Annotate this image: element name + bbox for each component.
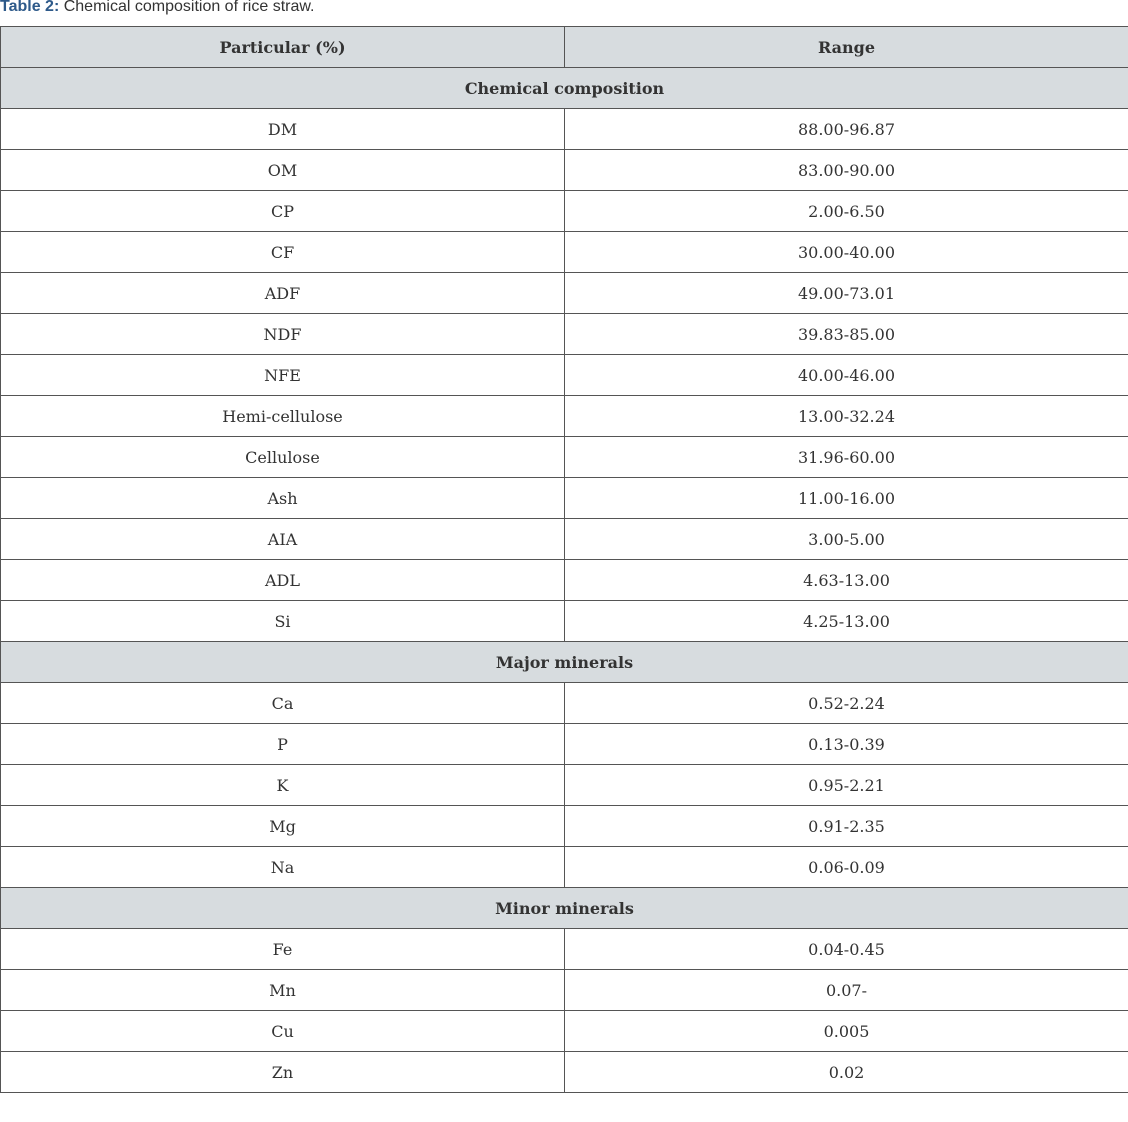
column-header-particular: Particular (%) xyxy=(1,27,565,68)
particular-cell: AIA xyxy=(1,519,565,560)
range-cell: 49.00-73.01 xyxy=(565,273,1128,314)
particular-cell: ADF xyxy=(1,273,565,314)
range-cell: 11.00-16.00 xyxy=(565,478,1128,519)
range-cell: 88.00-96.87 xyxy=(565,109,1128,150)
particular-cell: NFE xyxy=(1,355,565,396)
particular-cell: Hemi-cellulose xyxy=(1,396,565,437)
particular-cell: Mn xyxy=(1,970,565,1011)
header-row xyxy=(1,27,1128,68)
range-cell: 4.63-13.00 xyxy=(565,560,1128,601)
section-title: Chemical composition xyxy=(1,68,1128,109)
table-row xyxy=(1,191,1128,232)
table-row xyxy=(1,970,1128,1011)
composition-table xyxy=(0,26,1128,1093)
table-row xyxy=(1,847,1128,888)
range-cell: 4.25-13.00 xyxy=(565,601,1128,642)
table-row xyxy=(1,232,1128,273)
particular-cell: K xyxy=(1,765,565,806)
particular-cell: Cellulose xyxy=(1,437,565,478)
range-cell: 3.00-5.00 xyxy=(565,519,1128,560)
table-row xyxy=(1,765,1128,806)
table-body xyxy=(1,68,1128,1093)
table-row xyxy=(1,724,1128,765)
table-row xyxy=(1,109,1128,150)
particular-cell: Zn xyxy=(1,1052,565,1093)
particular-cell: Ca xyxy=(1,683,565,724)
column-header-range: Range xyxy=(565,27,1128,68)
table-row xyxy=(1,929,1128,970)
table-row xyxy=(1,683,1128,724)
table-row xyxy=(1,396,1128,437)
range-cell: 0.005 xyxy=(565,1011,1128,1052)
table-row xyxy=(1,519,1128,560)
particular-cell: Cu xyxy=(1,1011,565,1052)
caption-label: Table 2: xyxy=(0,0,60,15)
particular-cell: Fe xyxy=(1,929,565,970)
range-cell: 0.06-0.09 xyxy=(565,847,1128,888)
table-row xyxy=(1,601,1128,642)
table-row xyxy=(1,1011,1128,1052)
section-row xyxy=(1,68,1128,109)
range-cell: 31.96-60.00 xyxy=(565,437,1128,478)
particular-cell: CP xyxy=(1,191,565,232)
range-cell: 2.00-6.50 xyxy=(565,191,1128,232)
range-cell: 39.83-85.00 xyxy=(565,314,1128,355)
table-row xyxy=(1,478,1128,519)
table-row xyxy=(1,150,1128,191)
caption-text: Chemical composition of rice straw. xyxy=(59,0,315,15)
section-title: Major minerals xyxy=(1,642,1128,683)
particular-cell: ADL xyxy=(1,560,565,601)
range-cell: 40.00-46.00 xyxy=(565,355,1128,396)
range-cell: 0.04-0.45 xyxy=(565,929,1128,970)
particular-cell: P xyxy=(1,724,565,765)
table-caption xyxy=(0,0,314,18)
range-cell: 0.02 xyxy=(565,1052,1128,1093)
particular-cell: Si xyxy=(1,601,565,642)
particular-cell: Mg xyxy=(1,806,565,847)
range-cell: 0.91-2.35 xyxy=(565,806,1128,847)
range-cell: 83.00-90.00 xyxy=(565,150,1128,191)
particular-cell: Ash xyxy=(1,478,565,519)
table-row xyxy=(1,314,1128,355)
range-cell: 0.95-2.21 xyxy=(565,765,1128,806)
table-row xyxy=(1,437,1128,478)
table-row xyxy=(1,273,1128,314)
particular-cell: Na xyxy=(1,847,565,888)
section-row xyxy=(1,642,1128,683)
range-cell: 30.00-40.00 xyxy=(565,232,1128,273)
range-cell: 0.07- xyxy=(565,970,1128,1011)
table-row xyxy=(1,355,1128,396)
particular-cell: OM xyxy=(1,150,565,191)
table-row xyxy=(1,560,1128,601)
particular-cell: NDF xyxy=(1,314,565,355)
particular-cell: DM xyxy=(1,109,565,150)
section-row xyxy=(1,888,1128,929)
table-row xyxy=(1,1052,1128,1093)
range-cell: 0.13-0.39 xyxy=(565,724,1128,765)
table-row xyxy=(1,806,1128,847)
range-cell: 13.00-32.24 xyxy=(565,396,1128,437)
range-cell: 0.52-2.24 xyxy=(565,683,1128,724)
section-title: Minor minerals xyxy=(1,888,1128,929)
particular-cell: CF xyxy=(1,232,565,273)
